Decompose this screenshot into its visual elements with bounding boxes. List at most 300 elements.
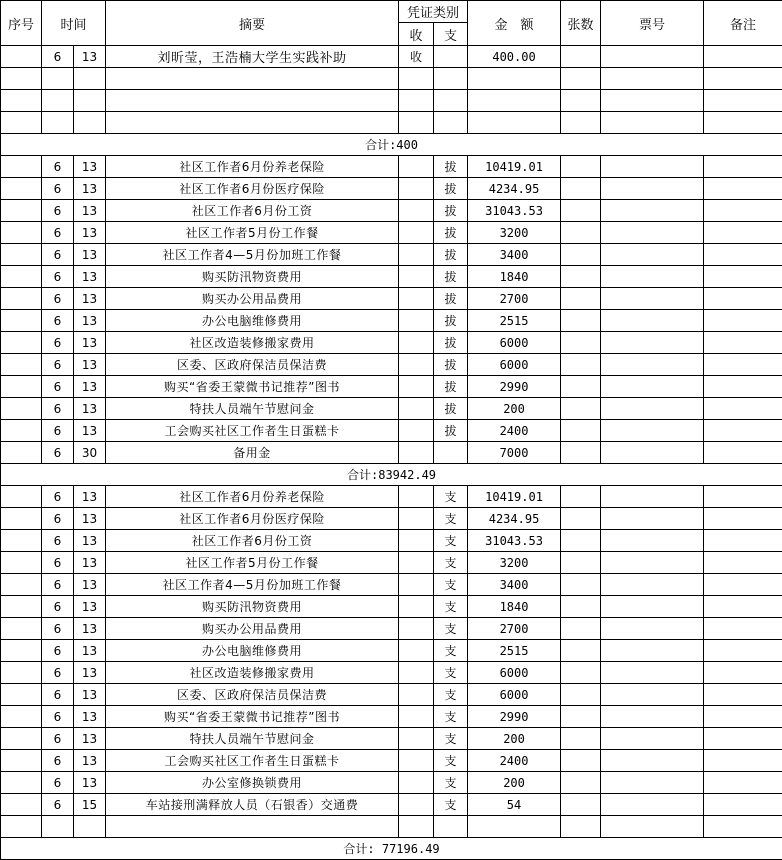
cell-receipt xyxy=(399,618,434,640)
cell-day: 13 xyxy=(74,508,106,530)
cell-payment: 支 xyxy=(434,684,468,706)
cell-month: 6 xyxy=(42,178,74,200)
cell-amount: 1840 xyxy=(468,596,561,618)
cell-seq xyxy=(1,398,42,420)
cell-month: 6 xyxy=(42,574,74,596)
cell-receipt xyxy=(399,376,434,398)
table-row xyxy=(1,332,782,354)
cell-day: 13 xyxy=(74,596,106,618)
cell-receipt xyxy=(399,596,434,618)
cell-ticket-no xyxy=(601,222,704,244)
cell-payment: 支 xyxy=(434,508,468,530)
cell-day: 13 xyxy=(74,728,106,750)
cell-ticket-no xyxy=(601,156,704,178)
cell-seq xyxy=(1,288,42,310)
table-row xyxy=(1,200,782,222)
cell-day: 13 xyxy=(74,662,106,684)
cell-summary: 社区工作者6月份养老保险 xyxy=(106,486,399,508)
cell-remarks xyxy=(704,618,782,640)
cell-summary: 车站接刑满释放人员（石银香）交通费 xyxy=(106,794,399,816)
cell-empty xyxy=(1,90,42,112)
cell-month: 6 xyxy=(42,310,74,332)
cell-sheets xyxy=(561,486,601,508)
table-row xyxy=(1,244,782,266)
cell-amount: 2400 xyxy=(468,420,561,442)
cell-ticket-no xyxy=(601,46,704,68)
cell-summary: 社区工作者6月份养老保险 xyxy=(106,156,399,178)
cell-summary: 购买防汛物资费用 xyxy=(106,596,399,618)
cell-amount: 2400 xyxy=(468,750,561,772)
cell-amount: 200 xyxy=(468,772,561,794)
cell-day: 13 xyxy=(74,420,106,442)
cell-ticket-no xyxy=(601,244,704,266)
cell-day: 13 xyxy=(74,156,106,178)
cell-empty xyxy=(106,112,399,134)
cell-empty xyxy=(561,816,601,838)
table-row xyxy=(1,640,782,662)
cell-receipt xyxy=(399,794,434,816)
cell-remarks xyxy=(704,684,782,706)
cell-amount: 10419.01 xyxy=(468,486,561,508)
cell-remarks xyxy=(704,442,782,464)
cell-receipt xyxy=(399,354,434,376)
table-row xyxy=(1,398,782,420)
cell-amount: 31043.53 xyxy=(468,200,561,222)
table-row xyxy=(1,706,782,728)
cell-remarks xyxy=(704,156,782,178)
cell-ticket-no xyxy=(601,288,704,310)
cell-empty xyxy=(434,68,468,90)
cell-sheets xyxy=(561,596,601,618)
header-row xyxy=(1,1,782,23)
cell-empty xyxy=(704,90,782,112)
cell-remarks xyxy=(704,728,782,750)
cell-amount: 6000 xyxy=(468,684,561,706)
cell-payment: 支 xyxy=(434,772,468,794)
cell-sheets xyxy=(561,640,601,662)
cell-month: 6 xyxy=(42,794,74,816)
cell-ticket-no xyxy=(601,640,704,662)
cell-receipt xyxy=(399,728,434,750)
cell-day: 30 xyxy=(74,442,106,464)
cell-empty xyxy=(106,68,399,90)
cell-sheets xyxy=(561,46,601,68)
cell-ticket-no xyxy=(601,398,704,420)
cell-sheets xyxy=(561,442,601,464)
cell-summary: 社区工作者6月份工资 xyxy=(106,530,399,552)
cell-day: 13 xyxy=(74,310,106,332)
cell-empty xyxy=(434,112,468,134)
table-row xyxy=(1,596,782,618)
table-row xyxy=(1,376,782,398)
cell-empty xyxy=(106,816,399,838)
cell-payment: 拔 xyxy=(434,288,468,310)
cell-seq xyxy=(1,530,42,552)
cell-month: 6 xyxy=(42,508,74,530)
cell-summary: 购买办公用品费用 xyxy=(106,288,399,310)
cell-remarks xyxy=(704,222,782,244)
cell-summary: 区委、区政府保洁员保洁费 xyxy=(106,684,399,706)
cell-summary: 备用金 xyxy=(106,442,399,464)
cell-remarks xyxy=(704,596,782,618)
table-row xyxy=(1,486,782,508)
header-voucher-type: 凭证类别 xyxy=(399,1,468,23)
cell-month: 6 xyxy=(42,420,74,442)
cell-ticket-no xyxy=(601,552,704,574)
cell-seq xyxy=(1,486,42,508)
cell-remarks xyxy=(704,398,782,420)
cell-remarks xyxy=(704,508,782,530)
cell-receipt xyxy=(399,750,434,772)
cell-month: 6 xyxy=(42,156,74,178)
cell-day: 13 xyxy=(74,178,106,200)
cell-sheets xyxy=(561,574,601,596)
cell-amount: 2515 xyxy=(468,640,561,662)
cell-day: 15 xyxy=(74,794,106,816)
cell-remarks xyxy=(704,552,782,574)
cell-remarks xyxy=(704,662,782,684)
cell-month: 6 xyxy=(42,552,74,574)
cell-day: 13 xyxy=(74,552,106,574)
cell-summary: 购买防汛物资费用 xyxy=(106,266,399,288)
cell-empty xyxy=(42,112,74,134)
cell-seq xyxy=(1,376,42,398)
cell-remarks xyxy=(704,244,782,266)
table-row xyxy=(1,662,782,684)
cell-month: 6 xyxy=(42,486,74,508)
cell-empty xyxy=(561,112,601,134)
cell-summary: 社区工作者6月份医疗保险 xyxy=(106,508,399,530)
cell-payment: 支 xyxy=(434,662,468,684)
cell-seq xyxy=(1,420,42,442)
table-row xyxy=(1,772,782,794)
cell-ticket-no xyxy=(601,574,704,596)
cell-empty xyxy=(704,112,782,134)
cell-receipt xyxy=(399,442,434,464)
cell-day: 13 xyxy=(74,684,106,706)
cell-month: 6 xyxy=(42,266,74,288)
table-row xyxy=(1,288,782,310)
cell-seq xyxy=(1,662,42,684)
cell-summary: 社区工作者4—5月份加班工作餐 xyxy=(106,574,399,596)
cell-empty xyxy=(601,112,704,134)
cell-payment: 拔 xyxy=(434,156,468,178)
cell-seq xyxy=(1,178,42,200)
cell-receipt xyxy=(399,310,434,332)
cell-receipt xyxy=(399,200,434,222)
cell-seq xyxy=(1,684,42,706)
cell-empty xyxy=(561,68,601,90)
cell-month: 6 xyxy=(42,354,74,376)
cell-remarks xyxy=(704,376,782,398)
cell-remarks xyxy=(704,310,782,332)
table-row xyxy=(1,574,782,596)
cell-receipt xyxy=(399,530,434,552)
cell-seq xyxy=(1,640,42,662)
cell-ticket-no xyxy=(601,486,704,508)
cell-seq xyxy=(1,728,42,750)
cell-empty xyxy=(399,68,434,90)
cell-month: 6 xyxy=(42,222,74,244)
cell-amount: 400.00 xyxy=(468,46,561,68)
cell-sheets xyxy=(561,750,601,772)
cell-amount: 2700 xyxy=(468,618,561,640)
table-row xyxy=(1,310,782,332)
cell-ticket-no xyxy=(601,794,704,816)
cell-month: 6 xyxy=(42,640,74,662)
cell-ticket-no xyxy=(601,530,704,552)
cell-sheets xyxy=(561,266,601,288)
cell-amount: 3400 xyxy=(468,244,561,266)
table-row xyxy=(1,552,782,574)
cell-empty xyxy=(468,90,561,112)
section-total: 合计: 77196.49 xyxy=(1,838,782,860)
cell-payment: 拔 xyxy=(434,244,468,266)
cell-receipt xyxy=(399,266,434,288)
cell-receipt xyxy=(399,332,434,354)
cell-sheets xyxy=(561,728,601,750)
cell-empty xyxy=(561,90,601,112)
cell-remarks xyxy=(704,486,782,508)
cell-receipt xyxy=(399,684,434,706)
cell-empty xyxy=(468,68,561,90)
cell-summary: 社区改造装修搬家费用 xyxy=(106,332,399,354)
cell-sheets xyxy=(561,794,601,816)
cell-day: 13 xyxy=(74,244,106,266)
cell-summary: 社区工作者4—5月份加班工作餐 xyxy=(106,244,399,266)
cell-payment: 拔 xyxy=(434,376,468,398)
cell-ticket-no xyxy=(601,618,704,640)
cell-empty xyxy=(74,90,106,112)
cell-summary: 工会购买社区工作者生日蛋糕卡 xyxy=(106,750,399,772)
cell-empty xyxy=(1,112,42,134)
cell-month: 6 xyxy=(42,596,74,618)
cell-day: 13 xyxy=(74,750,106,772)
cell-ticket-no xyxy=(601,376,704,398)
cell-ticket-no xyxy=(601,442,704,464)
cell-payment: 拔 xyxy=(434,266,468,288)
cell-payment: 支 xyxy=(434,750,468,772)
cell-day: 13 xyxy=(74,376,106,398)
cell-seq xyxy=(1,750,42,772)
header-time: 时间 xyxy=(42,1,106,46)
blank-row xyxy=(1,112,782,134)
cell-day: 13 xyxy=(74,706,106,728)
cell-ticket-no xyxy=(601,420,704,442)
table-row xyxy=(1,178,782,200)
cell-amount: 2990 xyxy=(468,706,561,728)
blank-row xyxy=(1,816,782,838)
cell-payment: 支 xyxy=(434,530,468,552)
cell-sheets xyxy=(561,552,601,574)
total-row xyxy=(1,838,782,860)
cell-sheets xyxy=(561,178,601,200)
table-row xyxy=(1,750,782,772)
cell-amount: 2700 xyxy=(468,288,561,310)
cell-day: 13 xyxy=(74,398,106,420)
cell-summary: 特扶人员端午节慰问金 xyxy=(106,728,399,750)
cell-empty xyxy=(399,112,434,134)
cell-remarks xyxy=(704,772,782,794)
cell-day: 13 xyxy=(74,640,106,662)
cell-payment: 支 xyxy=(434,618,468,640)
cell-ticket-no xyxy=(601,266,704,288)
cell-seq xyxy=(1,332,42,354)
cell-amount: 1840 xyxy=(468,266,561,288)
cell-month: 6 xyxy=(42,442,74,464)
cell-payment: 支 xyxy=(434,574,468,596)
cell-empty xyxy=(106,90,399,112)
cell-empty xyxy=(42,816,74,838)
cell-receipt xyxy=(399,244,434,266)
cell-month: 6 xyxy=(42,706,74,728)
cell-sheets xyxy=(561,222,601,244)
cell-summary: 社区工作者6月份工资 xyxy=(106,200,399,222)
cell-day: 13 xyxy=(74,332,106,354)
table-row xyxy=(1,728,782,750)
cell-remarks xyxy=(704,420,782,442)
cell-sheets xyxy=(561,772,601,794)
cell-summary: 刘昕莹，王浩楠大学生实践补助 xyxy=(106,46,399,68)
cell-ticket-no xyxy=(601,684,704,706)
cell-day: 13 xyxy=(74,574,106,596)
cell-empty xyxy=(399,816,434,838)
cell-amount: 6000 xyxy=(468,662,561,684)
cell-summary: 社区工作者6月份医疗保险 xyxy=(106,178,399,200)
cell-remarks xyxy=(704,354,782,376)
cell-day: 13 xyxy=(74,354,106,376)
cell-amount: 3400 xyxy=(468,574,561,596)
cell-receipt xyxy=(399,508,434,530)
cell-payment: 支 xyxy=(434,794,468,816)
cell-month: 6 xyxy=(42,728,74,750)
cell-sheets xyxy=(561,376,601,398)
cell-seq xyxy=(1,618,42,640)
cell-empty xyxy=(704,68,782,90)
cell-seq xyxy=(1,794,42,816)
cell-seq xyxy=(1,596,42,618)
cell-amount: 10419.01 xyxy=(468,156,561,178)
cell-empty xyxy=(1,68,42,90)
cell-amount: 54 xyxy=(468,794,561,816)
cell-summary: 社区改造装修搬家费用 xyxy=(106,662,399,684)
cell-empty xyxy=(468,112,561,134)
cell-amount: 6000 xyxy=(468,354,561,376)
cell-receipt xyxy=(399,552,434,574)
cell-sheets xyxy=(561,530,601,552)
cell-seq xyxy=(1,46,42,68)
cell-empty xyxy=(468,816,561,838)
cell-sheets xyxy=(561,420,601,442)
cell-seq xyxy=(1,354,42,376)
cell-sheets xyxy=(561,288,601,310)
cell-payment: 支 xyxy=(434,486,468,508)
cell-payment: 支 xyxy=(434,728,468,750)
cell-receipt xyxy=(399,772,434,794)
cell-month: 6 xyxy=(42,200,74,222)
cell-ticket-no xyxy=(601,508,704,530)
cell-receipt xyxy=(399,288,434,310)
table-row xyxy=(1,156,782,178)
cell-ticket-no xyxy=(601,310,704,332)
cell-receipt: 收 xyxy=(399,46,434,68)
table-row xyxy=(1,420,782,442)
cell-sheets xyxy=(561,354,601,376)
cell-ticket-no xyxy=(601,178,704,200)
cell-remarks xyxy=(704,750,782,772)
cell-month: 6 xyxy=(42,662,74,684)
blank-row xyxy=(1,68,782,90)
cell-payment: 拔 xyxy=(434,398,468,420)
header-sheets: 张数 xyxy=(561,1,601,46)
cell-month: 6 xyxy=(42,530,74,552)
cell-empty xyxy=(601,68,704,90)
cell-summary: 购买“省委王蒙微书记推荐”图书 xyxy=(106,376,399,398)
section-total: 合计:83942.49 xyxy=(1,464,782,486)
cell-month: 6 xyxy=(42,46,74,68)
cell-receipt xyxy=(399,398,434,420)
cell-seq xyxy=(1,574,42,596)
cell-remarks xyxy=(704,178,782,200)
cell-seq xyxy=(1,266,42,288)
cell-empty xyxy=(42,90,74,112)
cell-summary: 区委、区政府保洁员保洁费 xyxy=(106,354,399,376)
cell-ticket-no xyxy=(601,332,704,354)
cell-empty xyxy=(601,816,704,838)
cell-summary: 办公电脑维修费用 xyxy=(106,310,399,332)
cell-remarks xyxy=(704,266,782,288)
cell-remarks xyxy=(704,46,782,68)
cell-empty xyxy=(434,90,468,112)
cell-ticket-no xyxy=(601,354,704,376)
cell-ticket-no xyxy=(601,200,704,222)
cell-payment xyxy=(434,442,468,464)
table-row xyxy=(1,794,782,816)
cell-receipt xyxy=(399,178,434,200)
cell-ticket-no xyxy=(601,596,704,618)
cell-remarks xyxy=(704,640,782,662)
cell-amount: 7000 xyxy=(468,442,561,464)
cell-month: 6 xyxy=(42,750,74,772)
cell-ticket-no xyxy=(601,662,704,684)
cell-summary: 工会购买社区工作者生日蛋糕卡 xyxy=(106,420,399,442)
cell-day: 13 xyxy=(74,266,106,288)
cell-seq xyxy=(1,552,42,574)
cell-seq xyxy=(1,508,42,530)
cell-receipt xyxy=(399,574,434,596)
cell-payment: 支 xyxy=(434,596,468,618)
section-total: 合计:400 xyxy=(1,134,782,156)
cell-remarks xyxy=(704,794,782,816)
cell-receipt xyxy=(399,420,434,442)
header-seq: 序号 xyxy=(1,1,42,46)
cell-month: 6 xyxy=(42,288,74,310)
cell-day: 13 xyxy=(74,200,106,222)
cell-amount: 3200 xyxy=(468,552,561,574)
header-receipt: 收 xyxy=(399,23,434,46)
cell-month: 6 xyxy=(42,376,74,398)
header-remarks: 备注 xyxy=(704,1,782,46)
cell-ticket-no xyxy=(601,706,704,728)
cell-remarks xyxy=(704,200,782,222)
cell-payment: 拔 xyxy=(434,420,468,442)
cell-payment: 拔 xyxy=(434,222,468,244)
cell-sheets xyxy=(561,244,601,266)
cell-day: 13 xyxy=(74,530,106,552)
cell-ticket-no xyxy=(601,750,704,772)
cell-summary: 办公室修换锁费用 xyxy=(106,772,399,794)
cell-payment: 拔 xyxy=(434,310,468,332)
